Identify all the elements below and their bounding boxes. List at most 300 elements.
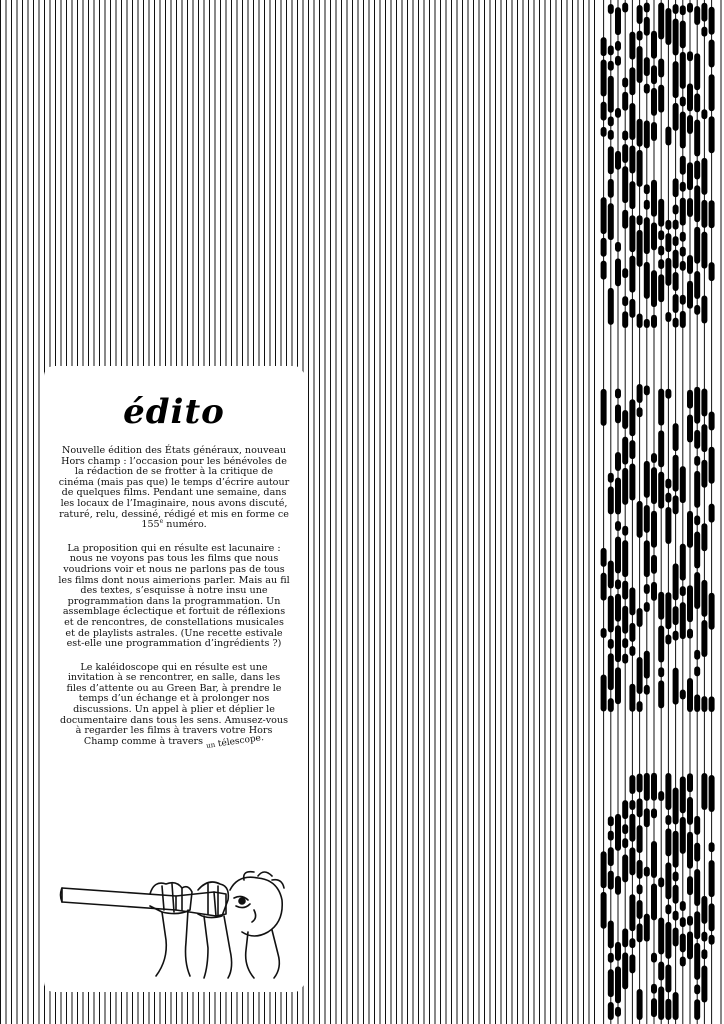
dash-mark bbox=[622, 437, 628, 465]
dash-mark bbox=[629, 256, 635, 293]
dash-mark bbox=[694, 999, 700, 1020]
dash-mark bbox=[601, 389, 607, 426]
dash-mark bbox=[644, 120, 650, 148]
dash-mark bbox=[608, 653, 614, 690]
dash-mark bbox=[709, 775, 715, 812]
dash-mark bbox=[680, 933, 686, 952]
dash-mark bbox=[601, 573, 607, 601]
dash-mark bbox=[608, 953, 614, 963]
dash-mark bbox=[615, 151, 621, 170]
dash-mark bbox=[608, 4, 614, 14]
dash-mark bbox=[709, 7, 715, 35]
dash-mark bbox=[673, 236, 679, 246]
dash-mark bbox=[680, 295, 686, 305]
dash-mark bbox=[673, 455, 679, 492]
dash-mark bbox=[687, 773, 693, 792]
dash-mark bbox=[680, 111, 686, 148]
dash-mark bbox=[694, 471, 700, 508]
dash-mark bbox=[608, 1002, 614, 1020]
dash-mark bbox=[629, 814, 635, 842]
dash-mark bbox=[651, 953, 657, 963]
dash-mark bbox=[651, 88, 657, 116]
dash-mark bbox=[687, 629, 693, 639]
dash-mark bbox=[709, 262, 715, 281]
dash-mark bbox=[673, 205, 679, 215]
dash-mark bbox=[615, 478, 621, 515]
dash-mark bbox=[615, 242, 621, 252]
dash-mark bbox=[615, 1007, 621, 1017]
dash-mark bbox=[687, 3, 693, 13]
dash-mark bbox=[622, 131, 628, 141]
dash-mark bbox=[673, 927, 679, 946]
dash-mark bbox=[629, 181, 635, 209]
dash-mark bbox=[644, 602, 650, 612]
dash-mark bbox=[644, 505, 650, 533]
dash-mark bbox=[680, 544, 686, 581]
dash-mark bbox=[608, 45, 614, 55]
dash-mark bbox=[709, 504, 715, 523]
dash-mark bbox=[601, 197, 607, 234]
dash-mark bbox=[694, 93, 700, 112]
dash-mark bbox=[608, 831, 614, 841]
dash-mark bbox=[687, 51, 693, 61]
dash-mark bbox=[709, 40, 715, 68]
dash-mark bbox=[673, 19, 679, 56]
dash-mark bbox=[673, 178, 679, 197]
dash-mark bbox=[701, 620, 707, 657]
dash-mark bbox=[637, 384, 643, 403]
dash-mark bbox=[694, 456, 700, 466]
dash-mark bbox=[673, 606, 679, 625]
dash-mark bbox=[709, 860, 715, 897]
dash-mark bbox=[709, 842, 715, 852]
dash-mark bbox=[680, 198, 686, 226]
dash-mark bbox=[694, 53, 700, 90]
dash-mark bbox=[622, 144, 628, 163]
dash-mark bbox=[658, 877, 664, 887]
dash-mark bbox=[622, 410, 628, 429]
dash-mark bbox=[701, 580, 707, 617]
dash-mark bbox=[673, 318, 679, 328]
dash-mark bbox=[651, 270, 657, 307]
paragraph-3-text: Le kaléidoscope qui en résulte est une invitation à se rencontrer, en salle, dans les files d’attente ou au Green Bar, à prendre le temps d’un échange et à prolonger nos discussions. Un appel à plier et déplier le documentaire dans tous les sens. Amusez-vous à regarder les films à travers votre Hors Champ comme à travers bbox=[59, 661, 289, 747]
dash-mark bbox=[694, 532, 700, 569]
dash-mark bbox=[629, 587, 635, 615]
dash-mark bbox=[622, 296, 628, 306]
dash-mark bbox=[644, 685, 650, 695]
dash-mark bbox=[608, 130, 614, 140]
dash-mark bbox=[637, 501, 643, 538]
dash-mark bbox=[701, 696, 707, 712]
dash-mark bbox=[673, 61, 679, 98]
dash-mark bbox=[680, 776, 686, 813]
dash-mark bbox=[687, 931, 693, 959]
dash-mark bbox=[601, 892, 607, 929]
decorative-sidebar bbox=[598, 0, 716, 1024]
dash-mark bbox=[680, 247, 686, 257]
telescope-illustration bbox=[58, 870, 290, 980]
dash-mark bbox=[665, 233, 671, 252]
dash-mark bbox=[680, 311, 686, 328]
dash-mark bbox=[658, 667, 664, 677]
dash-mark bbox=[608, 76, 614, 113]
dash-mark bbox=[658, 430, 664, 467]
dash-mark bbox=[665, 493, 671, 503]
dash-mark bbox=[701, 773, 707, 810]
dash-mark bbox=[680, 917, 686, 927]
dash-mark bbox=[687, 797, 693, 825]
dash-mark bbox=[601, 37, 607, 56]
dash-mark bbox=[709, 696, 715, 712]
dash-mark bbox=[615, 521, 621, 531]
dash-mark bbox=[622, 824, 628, 834]
dash-mark bbox=[709, 447, 715, 484]
dash-mark bbox=[615, 966, 621, 1003]
dash-mark bbox=[637, 657, 643, 694]
dash-mark bbox=[709, 593, 715, 630]
edito-paragraph-1 bbox=[58, 446, 290, 531]
dash-mark bbox=[680, 817, 686, 854]
dash-mark bbox=[637, 407, 643, 417]
dash-mark bbox=[665, 922, 671, 959]
dash-mark bbox=[658, 986, 664, 1020]
dash-mark bbox=[629, 299, 635, 318]
dash-mark bbox=[658, 274, 664, 302]
dash-mark bbox=[644, 540, 650, 577]
dash-mark bbox=[622, 311, 628, 328]
dash-mark bbox=[687, 198, 693, 217]
dash-pattern bbox=[598, 0, 716, 1024]
dash-mark bbox=[658, 918, 664, 955]
dash-mark bbox=[680, 97, 686, 107]
dash-mark bbox=[622, 838, 628, 848]
dash-mark bbox=[601, 851, 607, 888]
dash-mark bbox=[629, 684, 635, 712]
dash-mark bbox=[644, 3, 650, 13]
dash-mark bbox=[694, 869, 700, 906]
dash-mark bbox=[701, 296, 707, 324]
dash-mark bbox=[680, 602, 686, 639]
dash-mark bbox=[615, 452, 621, 471]
dash-mark bbox=[615, 579, 621, 589]
dash-mark bbox=[673, 885, 679, 904]
dash-mark bbox=[644, 84, 650, 94]
dash-mark bbox=[701, 158, 707, 195]
dash-mark bbox=[665, 815, 671, 825]
dash-mark bbox=[651, 122, 657, 141]
dash-mark bbox=[644, 385, 650, 395]
dash-mark bbox=[622, 468, 628, 505]
dash-mark bbox=[665, 127, 671, 146]
dash-mark bbox=[644, 914, 650, 942]
dash-mark bbox=[680, 956, 686, 966]
dash-mark bbox=[608, 698, 614, 712]
dash-mark bbox=[622, 800, 628, 819]
dash-mark bbox=[637, 825, 643, 853]
dash-mark bbox=[637, 314, 643, 328]
dash-mark bbox=[680, 52, 686, 89]
dash-mark bbox=[694, 271, 700, 299]
dash-mark bbox=[637, 608, 643, 627]
dash-mark bbox=[680, 232, 686, 242]
dash-mark bbox=[701, 932, 707, 942]
dash-mark bbox=[644, 461, 650, 498]
dash-mark bbox=[673, 668, 679, 705]
dash-mark bbox=[694, 911, 700, 939]
dash-mark bbox=[701, 27, 707, 37]
dash-mark bbox=[651, 222, 657, 250]
dash-mark bbox=[658, 472, 664, 509]
dash-mark bbox=[687, 83, 693, 111]
dash-mark bbox=[709, 411, 715, 430]
dash-mark bbox=[622, 210, 628, 229]
dash-mark bbox=[608, 847, 614, 866]
dash-mark bbox=[673, 911, 679, 921]
dash-mark bbox=[651, 883, 657, 920]
dash-mark bbox=[637, 798, 643, 817]
dash-mark bbox=[622, 2, 628, 12]
dash-mark bbox=[615, 56, 621, 66]
dash-mark bbox=[665, 635, 671, 645]
dash-mark bbox=[694, 816, 700, 835]
dash-mark bbox=[644, 773, 650, 801]
telescope-tube bbox=[62, 888, 176, 910]
paragraph-1-end: numéro. bbox=[163, 519, 207, 531]
dash-mark bbox=[694, 227, 700, 264]
dash-mark bbox=[601, 628, 607, 638]
dash-mark bbox=[615, 258, 621, 286]
dash-mark bbox=[701, 949, 707, 959]
dash-mark bbox=[637, 923, 643, 942]
dash-mark bbox=[665, 592, 671, 629]
dash-mark bbox=[637, 5, 643, 24]
dash-mark bbox=[615, 41, 621, 51]
dash-mark bbox=[629, 623, 635, 642]
dash-mark bbox=[615, 942, 621, 961]
dash-mark bbox=[615, 594, 621, 622]
dash-mark bbox=[701, 232, 707, 269]
dash-mark bbox=[701, 523, 707, 551]
dash-mark bbox=[601, 60, 607, 97]
dash-mark bbox=[673, 423, 679, 451]
dash-mark bbox=[629, 954, 635, 973]
dash-mark bbox=[637, 989, 643, 1020]
dash-mark bbox=[622, 526, 628, 536]
dash-mark bbox=[665, 220, 671, 230]
dash-mark bbox=[658, 680, 664, 708]
dash-mark bbox=[637, 884, 643, 894]
dash-mark bbox=[673, 831, 679, 868]
dash-mark bbox=[629, 103, 635, 140]
dash-mark bbox=[637, 900, 643, 919]
dash-mark bbox=[615, 667, 621, 704]
dash-mark bbox=[687, 414, 693, 442]
dash-mark bbox=[629, 938, 635, 948]
dash-mark bbox=[694, 430, 700, 449]
dash-mark bbox=[658, 962, 664, 981]
dash-mark bbox=[673, 294, 679, 313]
dash-mark bbox=[651, 315, 657, 328]
dash-mark bbox=[694, 572, 700, 609]
dash-mark bbox=[637, 150, 643, 187]
dash-mark bbox=[637, 774, 643, 793]
dash-mark bbox=[651, 555, 657, 574]
dash-mark bbox=[665, 258, 671, 286]
dash-mark bbox=[629, 463, 635, 500]
dash-mark bbox=[701, 3, 707, 22]
dash-mark bbox=[651, 467, 657, 504]
dash-mark bbox=[680, 156, 686, 175]
dash-mark bbox=[629, 646, 635, 656]
dash-mark bbox=[665, 507, 671, 544]
dash-mark bbox=[687, 255, 693, 274]
dash-mark bbox=[680, 689, 686, 699]
dash-mark bbox=[673, 250, 679, 269]
dash-mark bbox=[651, 773, 657, 801]
dash-mark bbox=[644, 217, 650, 254]
dash-mark bbox=[673, 495, 679, 514]
closing-telescope-word: télescope. bbox=[217, 732, 265, 750]
dash-mark bbox=[687, 585, 693, 622]
dash-mark bbox=[644, 57, 650, 76]
dash-mark bbox=[629, 215, 635, 252]
dash-mark bbox=[629, 32, 635, 60]
dash-mark bbox=[680, 20, 686, 48]
dash-mark bbox=[673, 563, 679, 600]
dash-mark bbox=[658, 791, 664, 801]
dash-mark bbox=[615, 876, 621, 895]
dash-mark bbox=[687, 162, 693, 190]
dash-mark bbox=[658, 389, 664, 426]
dash-mark bbox=[629, 847, 635, 875]
edito-paragraph-2: La proposition qui en résulte est lacunaire : nous ne voyons pas tous les films que nous voudrions voir et nous ne parlons pas de tous les films dont nous aimerions parler. Mais au fil des textes, s’esquisse à notre insu une programmation dans la programmation. Un assemblage éclectique et fortuit de réflexions et de rencontres, de constellations musicales et de playlists astrales. (Une recette estivale est-elle une programmation d’ingrédients ?) bbox=[58, 542, 290, 650]
dash-mark bbox=[608, 146, 614, 174]
dash-mark bbox=[680, 182, 686, 192]
dash-mark bbox=[665, 999, 671, 1020]
edito-card bbox=[44, 366, 304, 992]
dash-mark bbox=[651, 31, 657, 59]
dash-mark bbox=[709, 74, 715, 111]
dash-mark bbox=[687, 511, 693, 548]
dash-mark bbox=[644, 200, 650, 210]
dash-mark bbox=[651, 998, 657, 1017]
dash-mark bbox=[687, 281, 693, 309]
dash-mark bbox=[651, 453, 657, 463]
dash-mark bbox=[673, 4, 679, 14]
dash-mark bbox=[637, 46, 643, 83]
dash-mark bbox=[608, 203, 614, 240]
dash-mark bbox=[644, 17, 650, 36]
dash-mark bbox=[658, 59, 664, 78]
edito-paragraph-3 bbox=[58, 663, 290, 748]
dash-mark bbox=[644, 319, 650, 328]
dash-mark bbox=[694, 185, 700, 222]
dash-mark bbox=[644, 184, 650, 194]
dash-mark bbox=[665, 8, 671, 45]
dash-mark bbox=[622, 92, 628, 111]
dash-mark bbox=[709, 903, 715, 931]
dash-mark bbox=[680, 261, 686, 271]
dash-mark bbox=[694, 161, 700, 180]
dash-mark bbox=[701, 460, 707, 488]
dash-mark bbox=[622, 638, 628, 648]
dash-mark bbox=[687, 832, 693, 869]
dash-mark bbox=[680, 5, 686, 15]
dash-mark bbox=[687, 876, 693, 895]
dash-mark bbox=[615, 625, 621, 662]
dash-mark bbox=[608, 871, 614, 890]
dash-mark bbox=[694, 650, 700, 660]
dash-mark bbox=[694, 119, 700, 156]
dash-mark bbox=[608, 595, 614, 632]
dash-mark bbox=[622, 581, 628, 600]
dash-mark bbox=[629, 146, 635, 174]
dash-mark bbox=[622, 540, 628, 577]
dash-mark bbox=[709, 116, 715, 153]
dash-mark bbox=[622, 928, 628, 947]
dash-mark bbox=[701, 424, 707, 452]
dash-mark bbox=[651, 582, 657, 601]
dash-mark bbox=[673, 272, 679, 291]
dash-mark bbox=[644, 651, 650, 679]
dash-mark bbox=[673, 787, 679, 824]
dash-mark bbox=[615, 389, 621, 399]
dash-mark bbox=[673, 872, 679, 882]
dash-mark bbox=[615, 536, 621, 573]
dash-mark bbox=[709, 935, 715, 945]
dash-mark bbox=[687, 678, 693, 712]
dash-mark bbox=[673, 220, 679, 230]
dash-mark bbox=[608, 969, 614, 997]
dash-mark bbox=[651, 808, 657, 818]
dash-mark bbox=[651, 180, 657, 217]
dash-mark bbox=[615, 404, 621, 423]
dash-mark bbox=[694, 387, 700, 424]
dash-mark bbox=[615, 814, 621, 851]
dash-mark bbox=[615, 7, 621, 35]
dash-mark bbox=[658, 246, 664, 256]
dash-mark bbox=[608, 61, 614, 71]
dash-mark bbox=[608, 473, 614, 483]
dash-mark bbox=[637, 701, 643, 712]
dash-mark bbox=[629, 440, 635, 459]
dash-mark bbox=[694, 666, 700, 676]
dash-mark bbox=[665, 312, 671, 322]
dash-mark bbox=[665, 828, 671, 856]
dash-mark bbox=[658, 3, 664, 40]
dash-mark bbox=[694, 694, 700, 712]
dash-mark bbox=[644, 808, 650, 827]
dash-mark bbox=[658, 199, 664, 227]
dash-mark bbox=[608, 486, 614, 514]
dash-mark bbox=[658, 259, 664, 269]
dash-mark bbox=[680, 586, 686, 596]
dash-mark bbox=[601, 127, 607, 137]
dash-mark bbox=[622, 854, 628, 882]
dash-mark bbox=[644, 584, 650, 594]
dash-mark bbox=[658, 625, 664, 662]
dash-mark bbox=[701, 388, 707, 416]
dash-mark bbox=[701, 109, 707, 119]
dash-mark bbox=[651, 511, 657, 548]
dash-mark bbox=[658, 230, 664, 240]
dash-mark bbox=[694, 305, 700, 315]
right-hand bbox=[198, 882, 228, 918]
dash-mark bbox=[665, 862, 671, 899]
dash-mark bbox=[644, 867, 650, 877]
dash-mark bbox=[629, 775, 635, 794]
dash-mark bbox=[601, 102, 607, 121]
